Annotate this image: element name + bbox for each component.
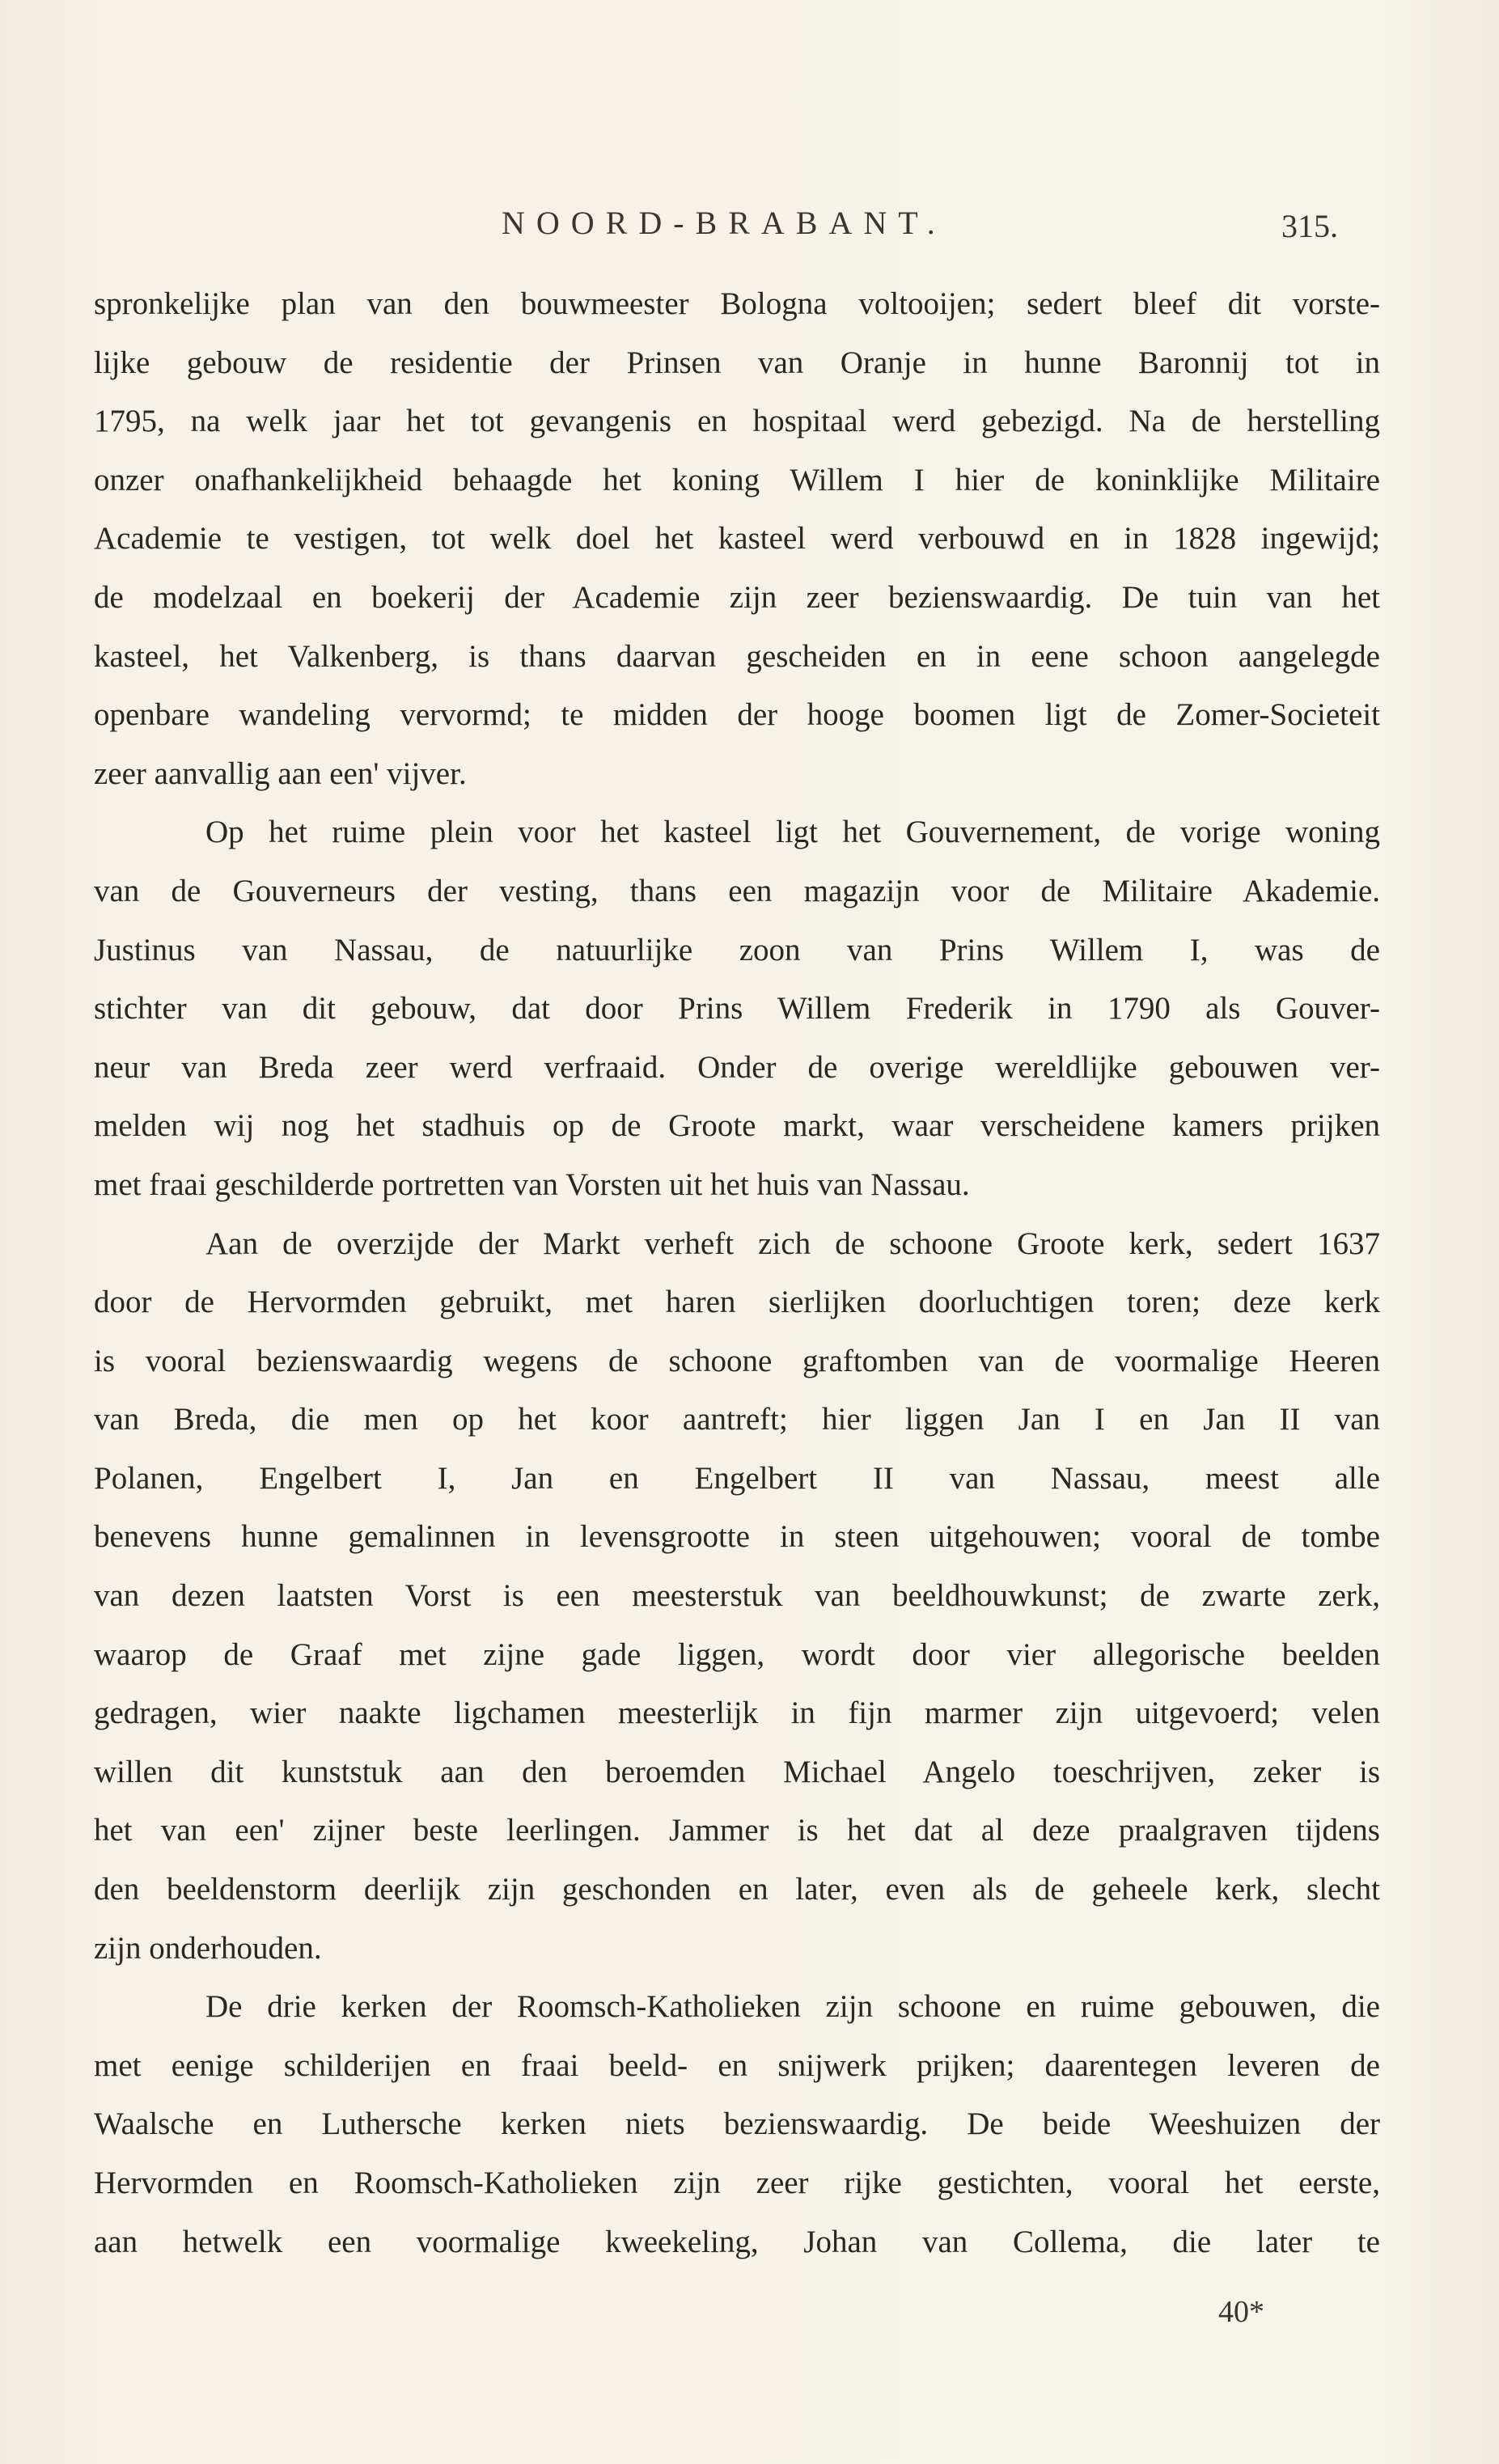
text-line: spronkelijke plan van den bouwmeester Bologna voltooijen; sedert bleef dit vorste- xyxy=(94,286,1380,321)
text-line: Hervormden en Roomsch-Katholieken zijn zeer rijke gestichten, vooral het eerste, xyxy=(94,2166,1380,2200)
text-line: zijn onderhouden. xyxy=(94,1930,322,1966)
text-line: kasteel, het Valkenberg, is thans daarvan gescheiden en in eene schoon aangelegde xyxy=(94,638,1380,674)
text-line: den beeldenstorm deerlijk zijn geschonden en later, even als de geheele kerk, slecht xyxy=(94,1872,1380,1907)
running-head: NOORD-BRABANT. xyxy=(502,205,946,241)
text-line: Academie te vestigen, tot welk doel het kasteel werd verbouwd en in 1828 ingewijd; xyxy=(94,521,1380,557)
text-line: van de Gouverneurs der vesting, thans een magazijn voor de Militaire Akademie. xyxy=(94,873,1380,908)
body-text xyxy=(94,275,1380,2271)
text-line: van dezen laatsten Vorst is een meesterstuk van beeldhouwkunst; de zwarte zerk, xyxy=(94,1578,1380,1614)
text-line: met fraai geschilderde portretten van Vorsten uit het huis van Nassau. xyxy=(94,1166,970,1202)
text-line: De drie kerken der Roomsch-Katholieken zijn schoone en ruime gebouwen, die xyxy=(205,1989,1380,2025)
signature-mark: 40* xyxy=(1218,2295,1264,2329)
text-line: aan hetwelk een voormalige kweekeling, Johan van Collema, die later te xyxy=(94,2224,1380,2259)
text-line: Aan de overzijde der Markt verheft zich de schoone Groote kerk, sedert 1637 xyxy=(205,1226,1380,1261)
text-line: Polanen, Engelbert I, Jan en Engelbert II van Nassau, meest alle xyxy=(94,1460,1380,1496)
text-line: door de Hervormden gebruikt, met haren sierlijken doorluchtigen toren; deze kerk xyxy=(94,1285,1380,1320)
text-line: neur van Breda zeer werd verfraaid. Onder de overige wereldlijke gebouwen ver- xyxy=(94,1049,1380,1085)
text-line: waarop de Graaf met zijne gade liggen, wordt door vier allegorische beelden xyxy=(94,1636,1380,1672)
text-line: onzer onafhankelijkheid behaagde het koning Willem I hier de koninklijke Militaire xyxy=(94,462,1380,497)
text-line: willen dit kunststuk aan den beroemden Michael Angelo toeschrijven, zeker is xyxy=(94,1754,1380,1789)
text-line: het van een' zijner beste leerlingen. Jammer is het dat al deze praalgraven tijdens xyxy=(94,1813,1380,1848)
text-line: zeer aanvallig aan een' vijver. xyxy=(94,756,467,791)
text-line: met eenige schilderijen en fraai beeld- en snijwerk prijken; daarentegen leveren de xyxy=(94,2047,1380,2083)
text-line: melden wij nog het stadhuis op de Groote markt, waar verscheidene kamers prijken xyxy=(94,1108,1380,1144)
text-line: benevens hunne gemalinnen in levensgrootte in steen uitgehouwen; vooral de tombe xyxy=(94,1519,1380,1555)
text-line: stichter van dit gebouw, dat door Prins Willem Frederik in 1790 als Gouver- xyxy=(94,991,1380,1027)
text-line: lijke gebouw de residentie der Prinsen van Oranje in hunne Baronnij tot in xyxy=(94,345,1380,380)
text-line: openbare wandeling vervormd; te midden der hooge boomen ligt de Zomer-Societeit xyxy=(94,697,1380,733)
text-line: 1795, na welk jaar het tot gevangenis en hospitaal werd gebezigd. Na de herstelling xyxy=(94,404,1380,439)
text-line: van Breda, die men op het koor aantreft; hier liggen Jan I en Jan II van xyxy=(94,1402,1380,1437)
text-line: de modelzaal en boekerij der Academie zijn zeer bezienswaardig. De tuin van het xyxy=(94,579,1380,615)
text-line: Justinus van Nassau, de natuurlijke zoon van Prins Willem I, was de xyxy=(94,932,1380,967)
text-line: Op het ruime plein voor het kasteel ligt het Gouvernement, de vorige woning xyxy=(205,815,1380,850)
text-line: gedragen, wier naakte ligchamen meesterlijk in fijn marmer zijn uitgevoerd; velen xyxy=(94,1696,1380,1731)
text-line: Waalsche en Luthersche kerken niets bezienswaardig. De beide Weeshuizen der xyxy=(94,2106,1380,2142)
text-line: is vooral bezienswaardig wegens de schoone graftomben van de voormalige Heeren xyxy=(94,1343,1380,1378)
page-number: 315. xyxy=(1281,208,1338,244)
